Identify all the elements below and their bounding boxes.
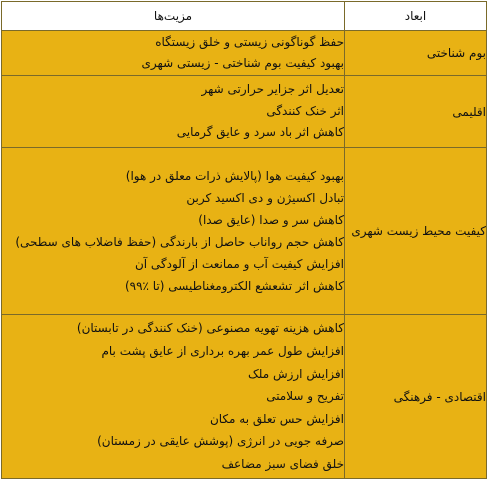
benefits-table: [1, 1, 487, 479]
benefits-cell: [2, 148, 345, 315]
dimension-cell: بوم شناختی: [345, 31, 487, 76]
benefit-item: صرفه جویی در انرژی (پوشش عایقی در زمستان): [97, 434, 344, 449]
benefit-item: کاهش اثر باد سرد و عایق گرمایی: [176, 125, 344, 140]
benefit-list: [2, 32, 344, 75]
benefit-item: خلق فضای سبز مضاعف: [221, 456, 344, 471]
dimension-cell: کیفیت محیط زیست شهری: [345, 148, 487, 315]
benefit-item: تفریح و سلامتی: [266, 389, 344, 404]
table-row: [2, 315, 487, 479]
benefits-cell: [2, 76, 345, 148]
benefit-list: [2, 317, 344, 475]
benefit-item: کاهش حجم رواناب حاصل از بارندگی (حفظ فاضلاب های سطحی): [15, 235, 344, 249]
benefit-item: افزایش کیفیت آب و ممانعت از آلودگی آن: [134, 257, 344, 271]
benefit-item: بهبود کیفیت بوم شناختی - زیستی شهری: [141, 56, 344, 70]
benefit-list: [2, 165, 344, 297]
benefit-item: افزایش طول عمر بهره برداری از عایق پشت بام: [101, 344, 344, 359]
table-row: [2, 76, 487, 148]
benefits-cell: [2, 315, 345, 479]
benefits-cell: [2, 31, 345, 76]
benefit-item: حفظ گوناگونی زیستی و خلق زیستگاه: [155, 34, 344, 49]
table-header-row: [2, 2, 487, 31]
benefit-item: بهبود کیفیت هوا (پالایش ذرات معلق در هوا): [125, 169, 344, 183]
dimension-cell: اقتصادی - فرهنگی: [345, 315, 487, 479]
benefit-list: [2, 79, 344, 144]
header-benefits: مزیت‌ها: [2, 2, 345, 31]
benefit-item: افزایش ارزش ملک: [247, 366, 344, 381]
benefit-item: کاهش هزینه تهویه مصنوعی (خنک کنندگی در تابستان): [76, 321, 344, 336]
benefit-item: افزایش حس تعلق به مکان: [209, 411, 344, 426]
dimension-cell: اقلیمی: [345, 76, 487, 148]
benefit-item: کاهش اثر تشعشع الکترومغناطیسی (تا ٪۹۹): [124, 279, 344, 293]
header-dimension: ابعاد: [345, 2, 487, 31]
table-row: [2, 31, 487, 76]
benefit-item: تعدیل اثر جزایر حرارتی شهر: [201, 82, 344, 97]
benefit-item: کاهش سر و صدا (عایق صدا): [198, 213, 344, 227]
benefit-item: اثر خنک کنندگی: [266, 103, 344, 118]
benefit-item: تبادل اکسیژن و دی اکسید کربن: [186, 191, 344, 205]
table-row: [2, 148, 487, 315]
